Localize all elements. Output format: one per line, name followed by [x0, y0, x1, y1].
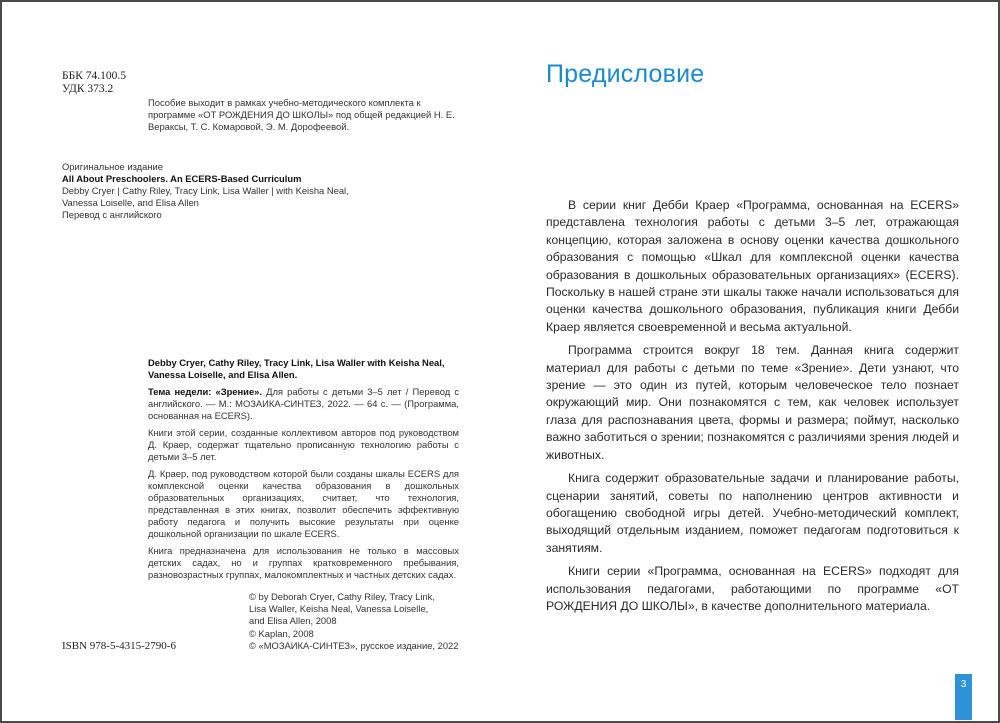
- biblio-paragraph: Д. Краер, под руководством которой были созданы шкалы ECERS для комплексной оценки качества образования в дошкольных образовательных организациях, считает, что технология, представленная в этих книгах, позволит обеспечить эффективную работу педагога и получить высокие результаты при оценке дошкольной организации по шкале ECERS.: [148, 468, 459, 539]
- biblio-paragraph: Книги этой серии, созданные коллективом авторов под руководством Д. Краер, содержат тщательно прописанную технологию работы с детьми 3–5 лет.: [148, 427, 459, 462]
- udk-code: УДК 373.2: [62, 83, 114, 95]
- left-page: [2, 2, 500, 721]
- classification-codes: [62, 70, 126, 96]
- original-edition-title: All About Preschoolers. An ECERS-Based Curriculum: [62, 173, 302, 184]
- biblio-title: [148, 386, 459, 422]
- original-edition-authors: Debby Cryer | Cathy Riley, Tracy Link, Lisa Waller | with Keisha Neal, Vanessa Loiselle, and Elisa Allen: [62, 185, 349, 208]
- preface-body: [546, 197, 959, 621]
- preface-paragraph: Книга содержит образовательные задачи и планирование работы, сценарии занятий, советы по наполнению центров активности и обогащению свободной игры детей. Учебно-методический комплект, выходящий отдельным изданием, поможет педагогам подготовиться к занятиям.: [546, 471, 959, 555]
- translation-note: Перевод с английского: [62, 209, 162, 220]
- copyright-line: and Elisa Allen, 2008: [249, 615, 337, 627]
- biblio-title-bold: Тема недели: «Зрение».: [148, 386, 262, 397]
- copyright-line: © Kaplan, 2008: [249, 627, 314, 639]
- bibliographic-block: [148, 357, 459, 586]
- copyright-line: © by Deborah Cryer, Cathy Riley, Tracy Link,: [249, 591, 435, 602]
- original-edition: [62, 161, 382, 221]
- series-note: Пособие выходит в рамках учебно-методического комплекта к программе «ОТ РОЖДЕНИЯ ДО ШКОЛЫ» под общей редакцией Н. Е. Вераксы, Т. С. Комаровой, Э. М. Дорофеевой.: [148, 97, 455, 132]
- biblio-authors: Debby Cryer, Cathy Riley, Tracy Link, Lisa Waller with Keisha Neal, Vanessa Loiselle, and Elisa Allen.: [148, 357, 445, 380]
- isbn: ISBN 978-5-4315-2790-6: [62, 640, 176, 652]
- preface-paragraph: Книги серии «Программа, основанная на ECERS» подходят для использования педагогами, работающими по программе «ОТ РОЖДЕНИЯ ДО ШКОЛЫ», в качестве дополнительного материала.: [546, 564, 959, 613]
- preface-paragraph: Программа строится вокруг 18 тем. Данная книга содержит материал для работы с детьми по теме «Зрение». Дети узнают, что зрение — это один из путей, которым человеческое тело познает окружающий мир. Они познакомятся с тем, как человек использует глаза для распознавания цвета, формы и размера; поймут, насколько важно заботиться о зрении; познакомятся с различиями зрения людей и животных.: [546, 343, 959, 462]
- page-number-tab: 3: [955, 674, 972, 720]
- preface-paragraph: В серии книг Дебби Краер «Программа, основанная на ECERS» представлена технология работы с детьми 3–5 лет, отражающая концепцию, которая заложена в основу оценки качества дошкольного образования с помощью «Шкал для комплексной оценки качества образования в дошкольных образовательных организациях» (ECERS). Поскольку в нашей стране эти шкалы также начали использоваться для оценки качества дошкольного образования, публикация книги Дебби Краер является своевременной и весьма актуальной.: [546, 198, 959, 334]
- original-edition-label: Оригинальное издание: [62, 161, 163, 172]
- copyright-block: [249, 591, 479, 652]
- copyright-line: © «МОЗАИКА-СИНТЕЗ», русское издание, 2022: [249, 639, 459, 651]
- biblio-paragraph: Книга предназначена для использования не только в массовых детских садах, но и группах кратковременного пребывания, разновозрастных группах, малокомплектных и частных детских садах.: [148, 545, 459, 580]
- bbk-code: ББК 74.100.5: [62, 70, 127, 82]
- copyright-line: Lisa Waller, Keisha Neal, Vanessa Loiselle,: [249, 603, 429, 615]
- biblio-title-rest: Для работы с детьми 3–5 лет / Перевод с английского. — М.: МОЗАИКА-СИНТЕЗ, 2022. — 64 с. — (Программа, основанная на ECERS).: [148, 386, 460, 421]
- page-title: Предисловие: [546, 60, 705, 88]
